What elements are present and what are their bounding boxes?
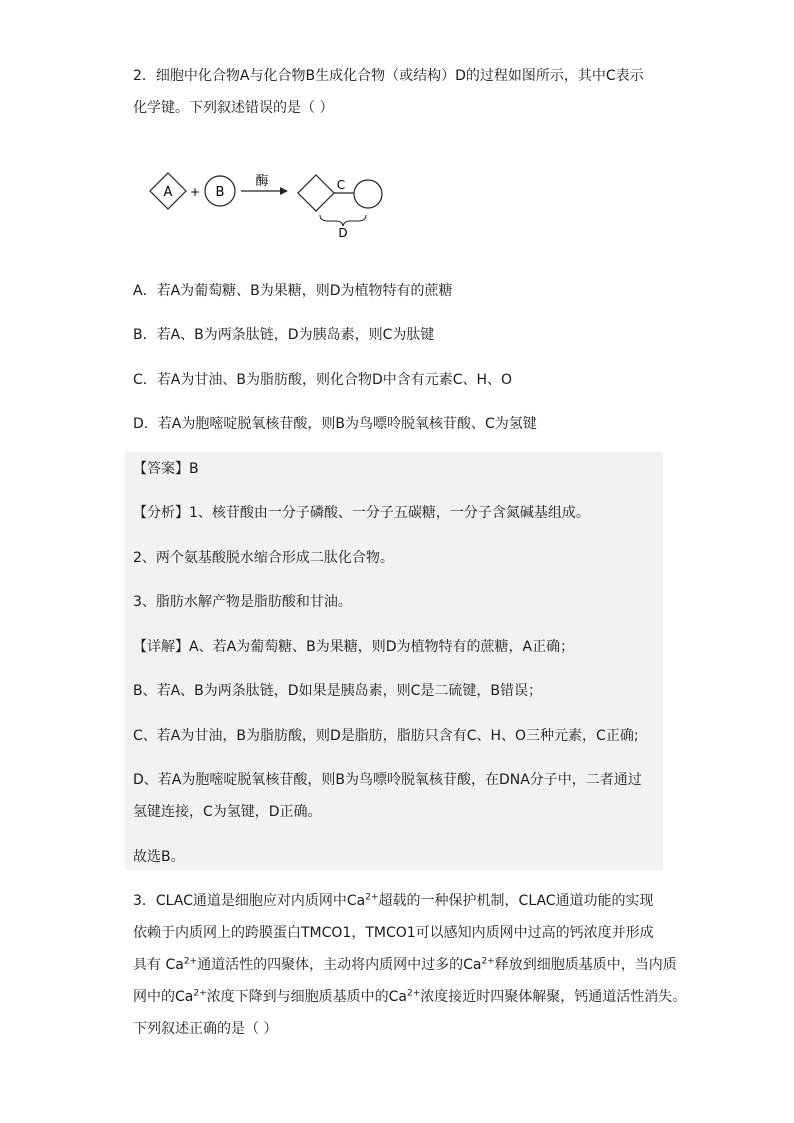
q3-line2: 依赖于内质网上的跨膜蛋白TMCO1，TMCO1可以感知内质网中过高的钙浓度并形成 xyxy=(133,925,654,941)
q3-line3-sup2: 2+ xyxy=(481,956,495,967)
q3-line4-b: 浓度下降到与细胞质基质中的Ca xyxy=(206,989,407,1005)
q3-line1 xyxy=(133,891,654,911)
enzyme-label: 酶 xyxy=(255,174,269,189)
q3-line4 xyxy=(133,987,686,1007)
analysis-text-1: 1、核苷酸由一分子磷酸、一分子五碳糖，一分子含氮碱基组成。 xyxy=(189,505,590,521)
detail-text-a: A、若A为葡萄糖、B为果糖，则D为植物特有的蔗糖，A正确； xyxy=(189,639,575,655)
q3-line1-text: 3．CLAC通道是细胞应对内质网中Ca xyxy=(133,893,366,909)
q2-stem-line1: 2．细胞中化合物A与化合物B生成化合物（或结构）D的过程如图所示，其中C表示 xyxy=(133,68,644,84)
analysis-line2: 2、两个氨基酸脱水缩合形成二肽化合物。 xyxy=(133,550,394,566)
label-c: C xyxy=(336,178,346,192)
diamond-d-part xyxy=(298,175,334,211)
label-d: D xyxy=(338,226,348,240)
analysis-line3: 3、脂肪水解产物是脂肪酸和甘油。 xyxy=(133,594,352,610)
q2-stem-line2: 化学键。下列叙述错误的是（ ） xyxy=(133,100,334,116)
detail-line-d1: D、若A为胞嘧啶脱氧核苷酸，则B为鸟嘌呤脱氧核苷酸，在DNA分子中，二者通过 xyxy=(133,772,642,788)
q3-line3-a: 具有 Ca xyxy=(133,957,184,973)
q3-line4-a: 网中的Ca xyxy=(133,989,194,1005)
q3-line3-b: 通道活性的四聚体，主动将内质网中过多的Ca xyxy=(197,957,482,973)
q2-option-d: D．若A为胞嘧啶脱氧核苷酸，则B为鸟嘌呤脱氧核苷酸、C为氢键 xyxy=(133,416,537,432)
analysis-tag: 【分析】 xyxy=(133,505,189,521)
detail-tag: 【详解】 xyxy=(133,639,189,655)
q3-line3-c: 释放到细胞质基质中，当内质 xyxy=(494,957,677,973)
q3-line4-sup1: 2+ xyxy=(193,988,207,999)
q3-line4-c: 浓度接近时四聚体解聚，钙通道活性消失。 xyxy=(420,989,687,1005)
detail-line-b: B、若A、B为两条肽链，D如果是胰岛素，则C是二硫键，B错误； xyxy=(133,683,542,699)
label-b: B xyxy=(215,185,225,200)
q2-option-c: C．若A为甘油、B为脂肪酸，则化合物D中含有元素C、H、O xyxy=(133,372,513,388)
q2-option-b: B．若A、B为两条肽链，D为胰岛素，则C为肽键 xyxy=(133,327,435,343)
conclusion-line: 故选B。 xyxy=(133,849,185,865)
q3-line4-sup2: 2+ xyxy=(407,988,421,999)
q3-line3-sup1: 2+ xyxy=(183,956,198,967)
analysis-line1 xyxy=(133,503,590,523)
brace-d xyxy=(320,215,366,226)
q3-line1-end: 超载的一种保护机制，CLAC通道功能的实现 xyxy=(378,893,654,909)
q2-option-a: A．若A为葡萄糖、B为果糖，则D为植物特有的蔗糖 xyxy=(133,283,453,299)
q3-line5: 下列叙述正确的是（ ） xyxy=(133,1021,278,1037)
answer-line xyxy=(133,459,199,479)
detail-line-c: C、若A为甘油，B为脂肪酸，则D是脂肪，脂肪只含有C、H、O三种元素，C正确; xyxy=(133,728,639,744)
circle-d-part xyxy=(354,180,382,208)
answer-tag: 【答案】 xyxy=(133,461,189,477)
label-a: A xyxy=(163,185,173,200)
q3-line3 xyxy=(133,955,677,975)
q3-line1-sup: 2+ xyxy=(365,892,379,903)
reaction-diagram xyxy=(148,165,398,240)
plus-sign: + xyxy=(189,185,201,199)
detail-line-d2: 氢键连接，C为氢键，D正确。 xyxy=(133,804,322,820)
answer-value: B xyxy=(189,461,199,477)
arrow-head-icon xyxy=(280,187,288,195)
detail-line-a xyxy=(133,637,574,657)
